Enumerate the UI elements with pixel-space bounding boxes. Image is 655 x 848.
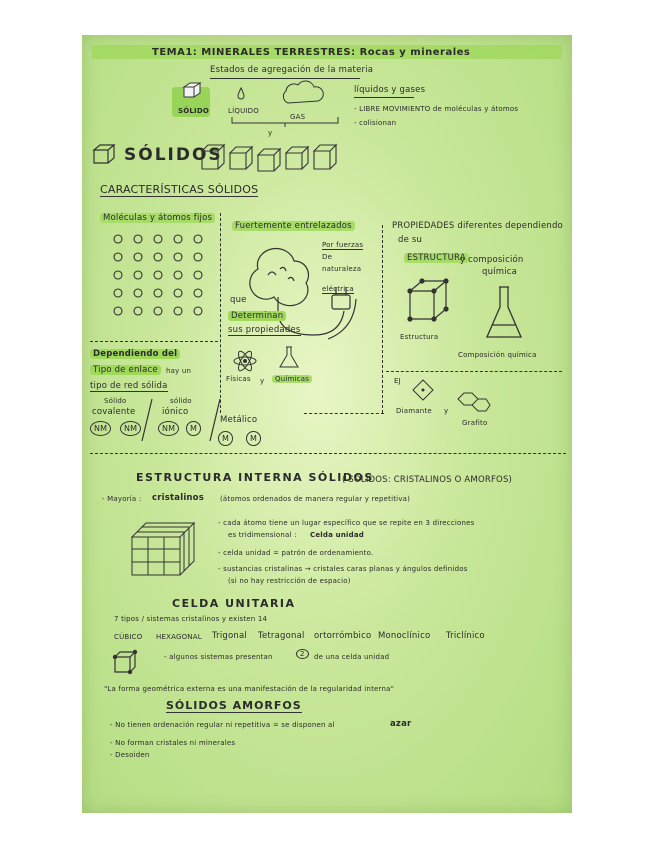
crystal-lattice-icon xyxy=(128,519,198,579)
libre-movimiento: - LIBRE MOVIMIENTO de moléculas y átomos xyxy=(354,105,519,113)
fuertemente-highlight: Fuertemente entrelazados xyxy=(232,221,355,231)
covalente-label: covalente xyxy=(92,407,136,417)
cristalinos-label: cristalinos xyxy=(152,493,204,503)
diamond-icon xyxy=(412,379,434,401)
cada-atomo-text: - cada átomo tiene un lugar específico que se repite en 3 direcciones xyxy=(218,519,475,527)
de-label: De xyxy=(322,253,333,261)
flask-icon-small xyxy=(278,345,300,371)
tipo-enlace-label: Tipo de enlace xyxy=(90,365,161,375)
solidos-heading: SÓLIDOS xyxy=(124,145,223,165)
ionico-label: iónico xyxy=(162,407,189,417)
y-label-3: y xyxy=(444,407,449,415)
bond-nm-1: NM xyxy=(90,421,111,436)
diamante-label: Diamante xyxy=(396,407,432,415)
page-title: TEMA1: MINERALES TERRESTRES: Rocas y minerales xyxy=(152,47,471,58)
cube-outline-icon xyxy=(92,143,116,165)
si-no-hay-text: (si no hay restricción de espacio) xyxy=(228,577,351,585)
solido-cov-top: Sólido xyxy=(104,397,127,405)
estructura-caption: Estructura xyxy=(400,333,439,341)
mayoria-rest: (átomos ordenados de manera regular y repetitiva) xyxy=(220,495,411,503)
num-circle: 2 xyxy=(296,649,309,659)
celda-unidad-def: - celda unidad = patrón de ordenamiento. xyxy=(218,549,374,557)
grafito-label: Grafito xyxy=(462,419,488,427)
composicion-caption: Composición química xyxy=(458,351,537,359)
section-subtitle: Estados de agregación de la materia xyxy=(210,65,374,75)
mayoria-label: - Mayoría : xyxy=(102,495,142,503)
divider-h-right xyxy=(386,371,562,372)
notebook-page xyxy=(82,35,572,813)
liquidos-underline xyxy=(354,97,414,98)
drop-icon xyxy=(237,87,245,101)
triclinico-label: Triclínico xyxy=(446,631,485,641)
algunos-text: - algunos sistemas presentan xyxy=(164,653,273,661)
solid-cube-icon xyxy=(182,81,202,99)
atom-grid-icon xyxy=(110,231,220,331)
bond-m-3: M xyxy=(246,431,261,446)
sustancias-text: - sustancias cristalinas → cristales caras planas y ángulos definidos xyxy=(218,565,468,573)
metalico-label: Metálico xyxy=(220,415,258,425)
quimica-text: química xyxy=(482,267,518,277)
subtitle-underline xyxy=(210,78,360,79)
sus-propiedades: sus propiedades xyxy=(228,325,301,335)
crystal-cube-icon xyxy=(406,277,450,323)
determinan-label: Determinan xyxy=(228,311,286,321)
divider-h-mid xyxy=(304,413,384,414)
tetragonal-label: Tetragonal xyxy=(258,631,305,641)
hay-un-label: hay un xyxy=(166,367,192,375)
de-una-text: de una celda unidad xyxy=(314,653,390,661)
unit-cell-icon xyxy=(112,649,138,675)
bond-nm-2: NM xyxy=(120,421,141,436)
amorfos-line1: - No tienen ordenación regular ni repetitiva = se disponen al xyxy=(110,721,335,729)
trigonal-label: Trigonal xyxy=(212,631,247,641)
divider-v1 xyxy=(220,213,221,413)
hexagonal-label: HEXAGONAL xyxy=(156,633,202,641)
tipos-text: 7 tipos / sistemas cristalinos y existen 14 xyxy=(114,615,268,623)
cube-lattice-icon xyxy=(200,139,340,173)
bond-m-1: M xyxy=(186,421,201,436)
bond-nm-3: NM xyxy=(158,421,179,436)
naturaleza-label: naturaleza xyxy=(322,265,362,273)
y-connector: y xyxy=(268,129,273,137)
amorfos-line3: - Desoiden xyxy=(110,751,150,759)
fisicas-label: Físicas xyxy=(226,375,251,383)
cloud-icon xyxy=(280,81,324,107)
tipo-red-label: tipo de red sólida xyxy=(90,381,168,391)
divider-h-left xyxy=(90,341,218,342)
amorfos-heading: SÓLIDOS AMORFOS xyxy=(166,699,302,712)
que-label: que xyxy=(230,295,247,305)
azar-word: azar xyxy=(390,719,412,729)
moleculas-highlight: Moléculas y átomos fijos xyxy=(100,213,215,223)
quimicas-label: Químicas xyxy=(272,375,312,383)
bond-m-2: M xyxy=(218,431,233,446)
electrica-label: eléctrica xyxy=(322,285,354,293)
y-label-2: y xyxy=(260,377,265,385)
liquido-label: LÍQUIDO xyxy=(228,107,259,115)
brace-icon xyxy=(230,117,340,129)
por-fuerzas: Por fuerzas xyxy=(322,241,364,249)
caracteristicas-heading: CARACTERÍSTICAS SÓLIDOS xyxy=(100,183,259,196)
colisionan: - colisionan xyxy=(354,119,397,127)
dependiendo-label: Dependiendo del xyxy=(90,349,180,359)
quote-text: "La forma geométrica externa es una manifestación de la regularidad interna" xyxy=(104,685,395,693)
amorfos-line2: - No forman cristales ni minerales xyxy=(110,739,236,747)
divider-v2 xyxy=(382,225,383,413)
cubico-label: CÚBICO xyxy=(114,633,143,641)
ortorrombico-label: ortorrómbico xyxy=(314,631,372,641)
monoclinico-label: Monoclínico xyxy=(378,631,431,641)
estructura-word: ESTRUCTURA xyxy=(404,253,469,263)
graphite-icon xyxy=(456,391,492,413)
atom-icon xyxy=(232,349,258,373)
tridimensional-text: es tridimensional : xyxy=(228,531,297,539)
celda-heading: CELDA UNITARIA xyxy=(172,597,296,610)
solido-label: SÓLIDO xyxy=(178,107,210,115)
liquidos-gases-note: líquidos y gases xyxy=(354,85,426,95)
gas-label: GAS xyxy=(290,113,306,121)
estructura-paren: ( SÓLIDOS: CRISTALINOS O AMORFOS) xyxy=(342,475,513,485)
flask-icon-large xyxy=(484,285,524,343)
solido-ion-top: sólido xyxy=(170,397,192,405)
divider-h-section xyxy=(90,453,566,454)
propiedades-text: PROPIEDADES diferentes dependiendo xyxy=(392,221,563,231)
y-composicion-text: y composición xyxy=(460,255,524,265)
ej-label: EJ xyxy=(394,377,401,385)
celda-unidad-text: Celda unidad xyxy=(310,531,364,539)
estructura-heading: ESTRUCTURA INTERNA SÓLIDOS xyxy=(136,471,374,484)
de-su-text: de su xyxy=(398,235,423,245)
